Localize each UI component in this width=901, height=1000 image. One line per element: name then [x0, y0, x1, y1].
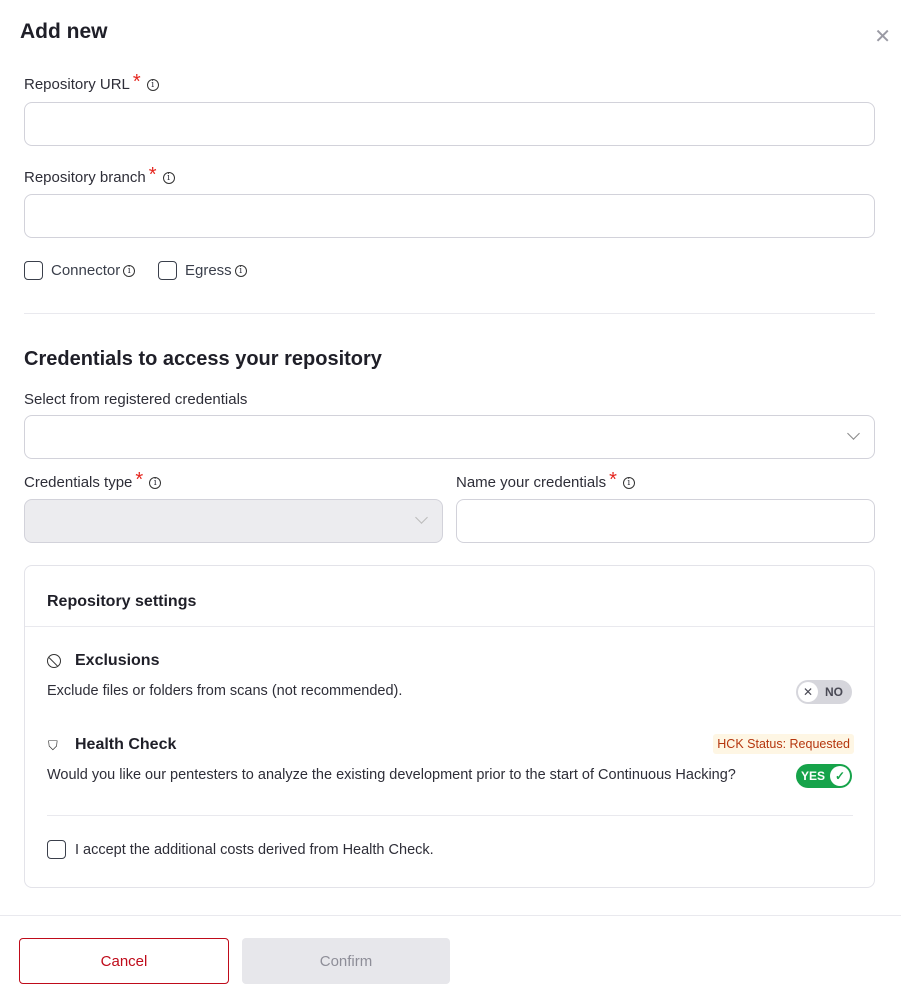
- label-text: Name your credentials: [456, 474, 607, 491]
- toggle-label: YES: [801, 769, 826, 783]
- confirm-button[interactable]: Confirm: [242, 938, 450, 984]
- repo-url-label: [24, 70, 159, 93]
- toggle-label: NO: [825, 685, 843, 699]
- repo-branch-input[interactable]: [24, 194, 875, 238]
- credentials-name-input[interactable]: [456, 499, 875, 543]
- accept-costs-label: I accept the additional costs derived from Health Check.: [75, 841, 434, 858]
- info-icon[interactable]: i: [623, 477, 635, 489]
- label-text: Repository URL: [24, 76, 130, 93]
- select-credentials-label: Select from registered credentials: [24, 391, 248, 408]
- label-text: Repository branch: [24, 169, 146, 186]
- required-mark: *: [135, 468, 144, 491]
- egress-option[interactable]: [158, 261, 247, 280]
- chevron-down-icon: [415, 511, 428, 524]
- egress-label: Egress: [185, 262, 232, 279]
- close-icon[interactable]: ✕: [874, 26, 891, 48]
- accept-costs-checkbox[interactable]: [47, 840, 66, 859]
- x-icon: ✕: [798, 682, 818, 702]
- credentials-heading: Credentials to access your repository: [24, 348, 382, 370]
- divider: [25, 626, 874, 627]
- repo-url-input[interactable]: [24, 102, 875, 146]
- accept-costs-option[interactable]: [47, 840, 434, 859]
- footer-divider: [0, 915, 901, 916]
- info-icon[interactable]: i: [147, 79, 159, 91]
- label-text: Credentials type: [24, 474, 133, 491]
- dialog-title: Add new: [20, 20, 108, 43]
- repo-branch-label: [24, 163, 175, 186]
- ban-icon: [47, 654, 61, 668]
- repository-settings-card: [24, 565, 875, 888]
- credentials-type-label: [24, 468, 161, 491]
- exclusions-title: Exclusions: [75, 652, 160, 669]
- divider: [47, 815, 853, 816]
- hck-status-badge: HCK Status: Requested: [713, 734, 854, 754]
- credentials-name-label: [456, 468, 635, 491]
- credentials-type-select[interactable]: [24, 499, 443, 543]
- settings-title: Repository settings: [47, 593, 197, 610]
- required-mark: *: [132, 70, 141, 93]
- shield-check-icon: ⛉: [48, 738, 58, 753]
- chevron-down-icon: [847, 427, 860, 440]
- divider: [24, 313, 875, 314]
- egress-checkbox[interactable]: [158, 261, 177, 280]
- required-mark: *: [609, 468, 617, 491]
- info-icon[interactable]: i: [123, 265, 135, 277]
- cancel-button[interactable]: Cancel: [19, 938, 229, 984]
- info-icon[interactable]: i: [149, 477, 161, 489]
- check-icon: ✓: [830, 766, 850, 786]
- health-check-description: Would you like our pentesters to analyze the existing development prior to the start of Continuous Hacking?: [47, 767, 736, 783]
- info-icon[interactable]: i: [235, 265, 247, 277]
- required-mark: *: [148, 163, 157, 186]
- exclusions-description: Exclude files or folders from scans (not recommended).: [47, 683, 403, 699]
- connector-option[interactable]: [24, 261, 135, 280]
- connector-checkbox[interactable]: [24, 261, 43, 280]
- health-check-toggle[interactable]: [796, 764, 852, 788]
- connector-label: Connector: [51, 262, 121, 279]
- health-check-title: Health Check: [75, 736, 177, 753]
- info-icon[interactable]: i: [163, 172, 175, 184]
- exclusions-toggle[interactable]: [796, 680, 852, 704]
- credentials-select[interactable]: [24, 415, 875, 459]
